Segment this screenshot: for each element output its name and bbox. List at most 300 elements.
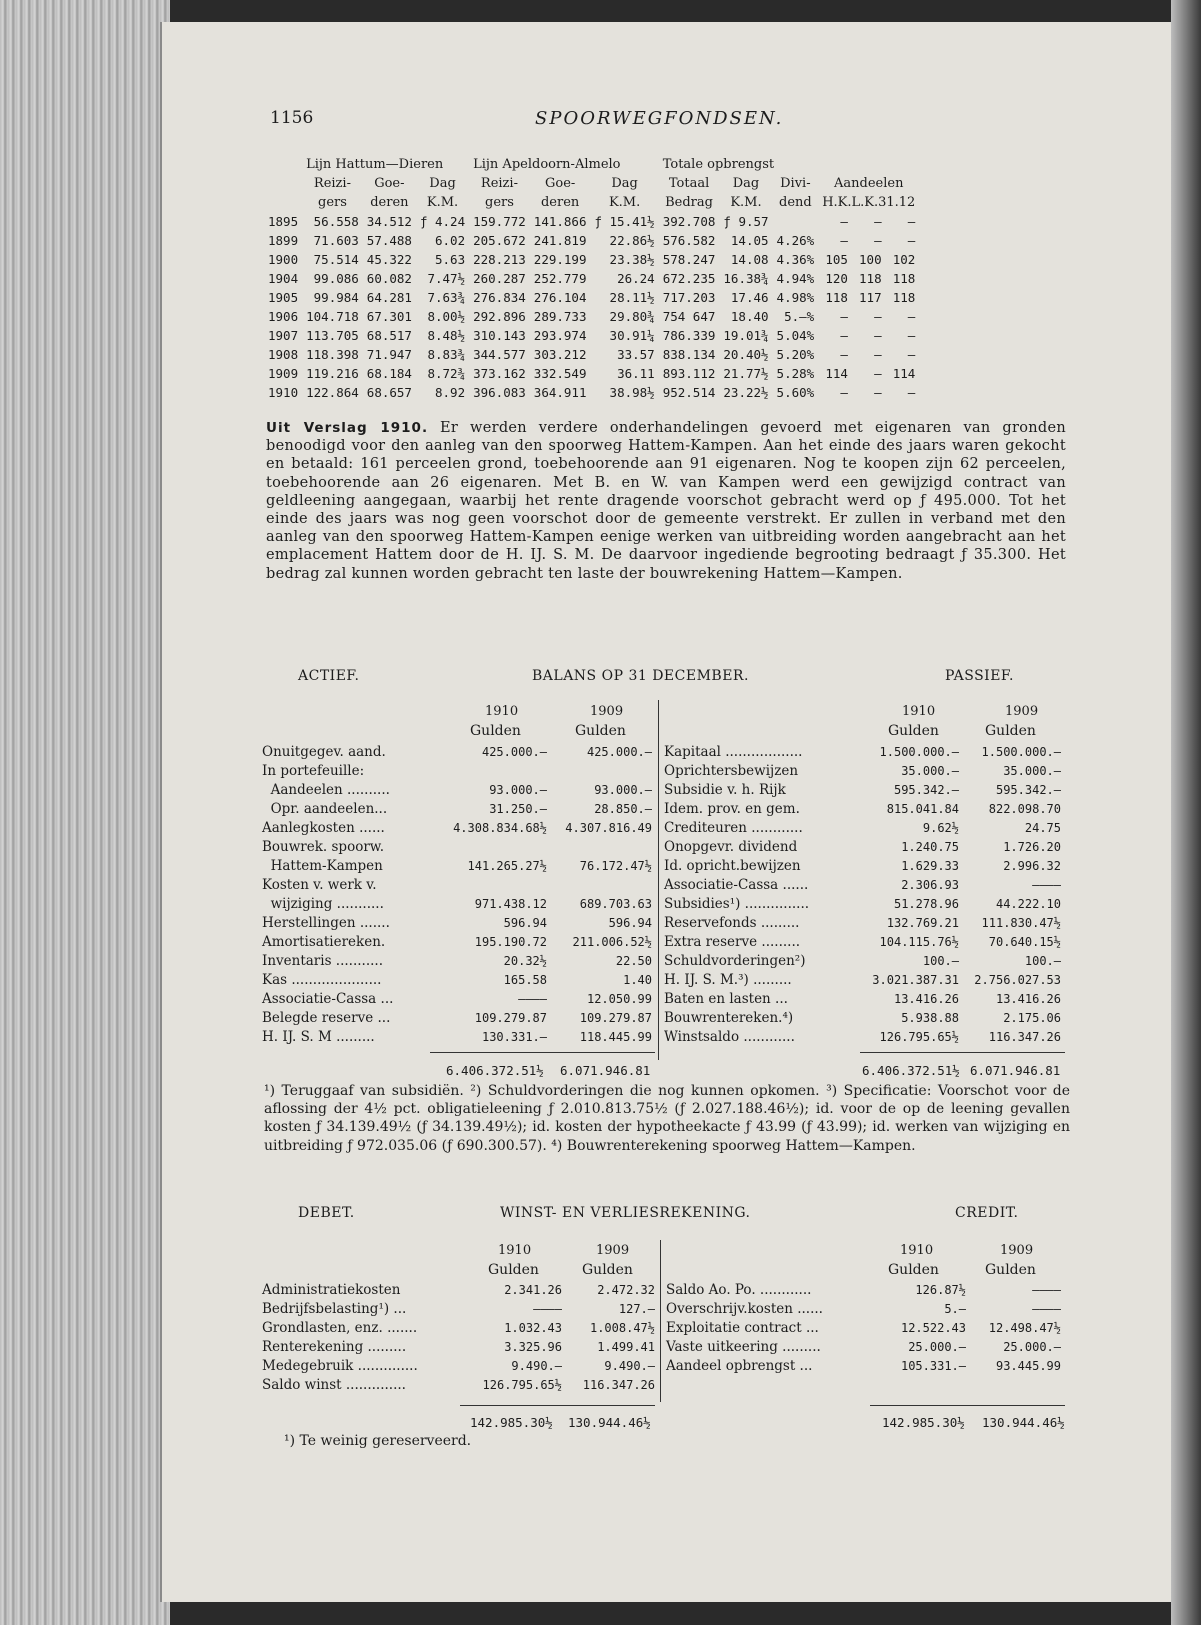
balance-year-header: 1910 <box>485 704 519 719</box>
ledger-amount: 2.472.32 <box>597 1282 655 1297</box>
ledger-label: Schuldvorderingen²) <box>664 952 806 969</box>
ledger-row <box>664 951 1061 970</box>
ledger-label: Hattem-Kampen <box>262 857 383 874</box>
ledger-amount: ———— <box>518 991 547 1006</box>
stats-cell: 56.558 <box>313 214 359 229</box>
stats-cell: 122.864 <box>306 385 359 400</box>
stats-cell: 6.02 <box>435 233 466 248</box>
ledger-row <box>262 799 652 818</box>
stats-cell: 118 <box>892 271 916 286</box>
group-header: Totale opbrengst <box>662 157 775 172</box>
ledger-amount: 100.— <box>1024 953 1061 968</box>
ledger-label: Belegde reserve ... <box>262 1009 391 1026</box>
ledger-amount: 93.445.99 <box>995 1358 1061 1373</box>
stats-cell: — <box>840 328 848 343</box>
stats-cell: 4.94% <box>776 271 815 286</box>
stats-cell: 5.04% <box>776 328 815 343</box>
liabilities-total-1910: 6.406.372.51½ <box>862 1063 960 1078</box>
ledger-row <box>262 989 652 1008</box>
stats-cell: — <box>840 233 848 248</box>
stats-cell: 276.104 <box>533 290 587 305</box>
stats-cell: 100 <box>859 252 882 267</box>
stats-cell: 117 <box>859 290 882 305</box>
stats-cell: 64.281 <box>366 290 412 305</box>
stats-cell: 310.143 <box>473 328 526 343</box>
ledger-row <box>664 818 1061 837</box>
stats-cell: 7.63¾ <box>427 290 466 305</box>
debit-total-1909: 130.944.46½ <box>568 1415 651 1430</box>
column-header: gers <box>485 195 514 210</box>
column-header: Dag <box>429 176 456 191</box>
column-divider <box>658 700 659 1060</box>
ledger-amount <box>447 761 547 780</box>
ledger-amount: 118.445.99 <box>579 1029 652 1044</box>
ledger-label: Oprichtersbewijzen <box>664 762 799 779</box>
ledger-row <box>262 1318 655 1337</box>
ledger-amount: 1.499.41 <box>597 1339 655 1354</box>
total-rule <box>460 1405 655 1406</box>
ledger-amount: 116.347.26 <box>988 1029 1061 1044</box>
ledger-amount: ———— <box>1032 877 1061 892</box>
ledger-amount: 130.331.— <box>481 1029 547 1044</box>
ledger-row <box>262 780 652 799</box>
stats-cell: — <box>907 347 916 362</box>
ledger-label: Subsidie v. h. Rijk <box>664 781 786 798</box>
ledger-amount: 12.522.43 <box>900 1320 966 1335</box>
ledger-amount: 9.490.— <box>604 1358 655 1373</box>
stats-cell: 364.911 <box>533 385 587 400</box>
balance-unit-header: Gulden <box>575 723 626 739</box>
ledger-label: Id. opricht.bewijzen <box>664 857 801 874</box>
balance-year-header: 1909 <box>1005 704 1039 719</box>
pl-unit-header: Gulden <box>985 1262 1036 1278</box>
ledger-amount: 51.278.96 <box>893 896 959 911</box>
ledger-row <box>664 932 1061 951</box>
ledger-amount: 4.307.816.49 <box>565 820 652 835</box>
group-header: Lijn Apeldoorn-Almelo <box>473 157 621 172</box>
ledger-amount: 211.006.52½ <box>572 934 652 949</box>
stats-cell: 396.083 <box>473 385 526 400</box>
ledger-amount: 5.— <box>944 1301 966 1316</box>
column-header: K.M. <box>426 195 459 210</box>
stats-cell: 893.112 <box>662 366 716 381</box>
stats-cell: 38.98½ <box>609 385 655 400</box>
ledger-label: In portefeuille: <box>262 762 365 779</box>
stats-cell: 105 <box>825 252 848 267</box>
assets-table <box>262 742 652 1046</box>
stats-cell: 228.213 <box>473 252 526 267</box>
ledger-amount: ———— <box>1032 1282 1061 1297</box>
ledger-label: Onopgevr. dividend <box>664 838 798 855</box>
ledger-amount: 104.115.76½ <box>879 934 959 949</box>
year-cell: 1895 <box>268 214 299 229</box>
ledger-amount: 1.500.000.— <box>879 744 959 759</box>
column-header: gers <box>318 195 347 210</box>
ledger-label: Herstellingen ....... <box>262 914 390 931</box>
stats-cell: 4.26% <box>776 233 815 248</box>
stats-cell: ƒ 4.24 <box>419 214 466 229</box>
stats-cell: 57.488 <box>366 233 412 248</box>
stats-cell: 293.974 <box>533 328 587 343</box>
ledger-label: Extra reserve ......... <box>664 933 801 950</box>
stats-cell: 119.216 <box>306 366 359 381</box>
ledger-amount: 44.222.10 <box>995 896 1061 911</box>
stats-cell: 33.57 <box>617 347 655 362</box>
ledger-amount: 595.342.— <box>995 782 1061 797</box>
stats-cell: 4.98% <box>776 290 815 305</box>
stats-cell: 113.705 <box>306 328 359 343</box>
ledger-row <box>666 1280 1061 1299</box>
ledger-row <box>664 894 1061 913</box>
ledger-amount: 596.94 <box>608 915 652 930</box>
ledger-label: wijziging ........... <box>262 895 384 912</box>
stats-row <box>268 269 919 288</box>
ledger-amount: 24.75 <box>1024 820 1061 835</box>
ledger-amount: 425.000.— <box>481 744 547 759</box>
stats-cell: 23.38½ <box>609 252 655 267</box>
ledger-row <box>262 818 652 837</box>
stats-cell: 17.46 <box>730 290 769 305</box>
ledger-amount: 35.000.— <box>901 763 959 778</box>
ledger-row <box>262 875 652 894</box>
stats-cell: 260.287 <box>473 271 526 286</box>
ledger-row <box>664 761 1061 780</box>
page-title: SPOORWEGFONDSEN. <box>535 108 784 129</box>
ledger-amount: 1.726.20 <box>1003 839 1061 854</box>
ledger-amount: 2.175.06 <box>1003 1010 1061 1025</box>
stats-cell: 36.11 <box>617 366 655 381</box>
year-cell: 1909 <box>268 366 299 381</box>
ledger-row <box>666 1337 1061 1356</box>
stats-cell: 717.203 <box>662 290 716 305</box>
stats-cell: 786.339 <box>662 328 716 343</box>
stats-cell: 5.—% <box>784 309 815 324</box>
ledger-amount: 20.32½ <box>503 953 547 968</box>
stats-cell: — <box>874 309 882 324</box>
stats-cell: 289.733 <box>533 309 587 324</box>
pl-unit-header: Gulden <box>488 1262 539 1278</box>
ledger-label: Vaste uitkeering ......... <box>666 1338 821 1355</box>
traffic-statistics-table <box>268 155 919 402</box>
ledger-amount: 111.830.47½ <box>981 915 1061 930</box>
ledger-row <box>262 932 652 951</box>
ledger-row <box>262 1299 655 1318</box>
ledger-row <box>666 1356 1061 1375</box>
stats-cell: — <box>907 309 916 324</box>
stats-cell <box>773 212 819 231</box>
ledger-amount: 971.438.12 <box>474 896 547 911</box>
stats-cell: — <box>907 214 916 229</box>
ledger-amount: 116.347.26 <box>582 1377 655 1392</box>
ledger-amount: 2.756.027.53 <box>974 972 1061 987</box>
stats-cell: 16.38¾ <box>723 271 769 286</box>
ledger-amount <box>547 837 652 856</box>
total-rule <box>860 1052 1065 1053</box>
stats-cell: — <box>840 309 848 324</box>
debit-total-1910: 142.985.30½ <box>470 1415 553 1430</box>
column-divider <box>660 1240 661 1402</box>
ledger-label: Subsidies¹) ............... <box>664 895 810 912</box>
ledger-label: Onuitgegev. aand. <box>262 743 386 760</box>
ledger-label: Renterekening ......... <box>262 1338 407 1355</box>
stats-cell: — <box>874 233 882 248</box>
balance-right-title: PASSIEF. <box>945 668 1014 684</box>
stats-row <box>268 383 919 402</box>
stats-cell: 303.212 <box>533 347 587 362</box>
ledger-amount: 35.000.— <box>1003 763 1061 778</box>
balance-footnote: ¹) Teruggaaf van subsidiën. ²) Schuldvorderingen die nog kunnen opkomen. ³) Specificatie: Voorschot voor de aflossing der 4½ pct. obligatieleening ƒ 2.010.813.75½ (ƒ 2.027.188.46½); id. voor de op de leening gevallen kosten ƒ 34.139.49½ (ƒ 34.139.49½); id. kosten der hypotheekacte ƒ 43.99 (ƒ 43.99); id. werken van wijziging en uitbreiding ƒ 972.035.06 (ƒ 690.300.57). ⁴) Bouwrenterekening spoorweg Hattem—Kampen. <box>264 1083 1070 1154</box>
stats-cell: 576.582 <box>662 233 716 248</box>
stats-cell: — <box>840 385 848 400</box>
total-rule <box>870 1405 1065 1406</box>
stats-cell: 952.514 <box>662 385 716 400</box>
ledger-row <box>262 837 652 856</box>
pl-year-header: 1910 <box>900 1243 934 1258</box>
stats-cell: 22.86½ <box>609 233 655 248</box>
ledger-label: Bedrijfsbelasting¹) ... <box>262 1300 407 1317</box>
ledger-label: Kosten v. werk v. <box>262 876 377 893</box>
year-cell: 1904 <box>268 271 299 286</box>
assets-total-1910: 6.406.372.51½ <box>446 1063 544 1078</box>
liabilities-table <box>664 742 1061 1046</box>
ledger-row <box>262 1280 655 1299</box>
ledger-amount: 76.172.47½ <box>579 858 652 873</box>
stats-cell: 71.603 <box>313 233 359 248</box>
ledger-amount <box>447 875 547 894</box>
stats-cell: 141.866 <box>533 214 587 229</box>
stats-cell: 159.772 <box>473 214 526 229</box>
stats-cell: — <box>907 328 916 343</box>
liabilities-total-1909: 6.071.946.81 <box>970 1063 1061 1078</box>
stats-cell: 68.184 <box>366 366 412 381</box>
ledger-label: Crediteuren ............ <box>664 819 803 836</box>
stats-cell: 7.47½ <box>427 271 466 286</box>
report-lead: Uit Verslag 1910. <box>266 420 429 436</box>
ledger-row <box>262 1027 652 1046</box>
ledger-amount: ———— <box>1032 1301 1061 1316</box>
balance-unit-header: Gulden <box>888 723 939 739</box>
column-header: Reizi- <box>480 176 518 191</box>
stats-row <box>268 250 919 269</box>
stats-cell: 19.01¾ <box>723 328 769 343</box>
stats-cell: 276.834 <box>473 290 526 305</box>
stats-cell: 60.082 <box>366 271 412 286</box>
pl-title: WINST- EN VERLIESREKENING. <box>500 1205 751 1221</box>
ledger-amount: 3.325.96 <box>504 1339 562 1354</box>
column-header: Dag <box>611 176 638 191</box>
ledger-label: Reservefonds ......... <box>664 914 800 931</box>
year-cell: 1899 <box>268 233 299 248</box>
ledger-row <box>666 1318 1061 1337</box>
ledger-label: Idem. prov. en gem. <box>664 800 800 817</box>
ledger-label: H. IJ. S. M ......... <box>262 1028 375 1045</box>
ledger-row <box>262 894 652 913</box>
ledger-row <box>664 799 1061 818</box>
ledger-amount: 9.490.— <box>511 1358 562 1373</box>
ledger-label: Amortisatiereken. <box>262 933 386 950</box>
stats-cell: 114 <box>892 366 916 381</box>
stats-cell: 28.11½ <box>609 290 655 305</box>
stats-cell: — <box>840 347 848 362</box>
ledger-label: Bouwrek. spoorw. <box>262 838 385 855</box>
pl-footnote: ¹) Te weinig gereserveerd. <box>284 1433 472 1449</box>
stats-cell: 45.322 <box>366 252 412 267</box>
report-text: Er werden verdere onderhandelingen gevoerd met eigenaren van gronden benoodigd voor den aanleg van den spoorweg Hattem-Kampen. Aan het einde des jaars waren gekocht en betaald: 161 perceelen grond, toebehoorende aan 91 eigenaren. Nog te koopen zijn 62 perceelen, toebehoorende aan 26 eigenaren. Met B. en W. van Kampen werd een gewijzigd contract van geldleening aangegaan, waarbij het rente dragende voorschot gebracht werd op ƒ 495.000. Tot het einde des jaars was nog geen voorschot door de gemeente verstrekt. Er zullen in verband met den aanleg van den spoorweg Hattem-Kampen eenige werken van uitbreiding worden aangebracht aan het emplacement Hattem door de H. IJ. S. M. De daarvoor ingediende begrooting bedraagt ƒ 35.300. Het bedrag zal kunnen worden gebracht ten laste der bouwrekening Hattem—Kampen. <box>266 420 1067 582</box>
balance-year-header: 1910 <box>902 704 936 719</box>
stats-cell: 4.36% <box>776 252 815 267</box>
ledger-row <box>262 1008 652 1027</box>
ledger-amount: 1.500.000.— <box>981 744 1061 759</box>
column-header: deren <box>370 195 409 210</box>
ledger-amount: 141.265.27½ <box>467 858 547 873</box>
pl-unit-header: Gulden <box>888 1262 939 1278</box>
year-cell: 1907 <box>268 328 299 343</box>
ledger-amount: 195.190.72 <box>474 934 547 949</box>
ledger-amount: 425.000.— <box>586 744 652 759</box>
ledger-amount: 822.098.70 <box>988 801 1061 816</box>
stats-cell: 34.512 <box>366 214 412 229</box>
ledger-label: Administratiekosten <box>262 1281 401 1298</box>
report-paragraph <box>266 419 1066 583</box>
page-gutter-shadow <box>1171 0 1201 1625</box>
ledger-amount: 25.000.— <box>908 1339 966 1354</box>
ledger-row <box>262 913 652 932</box>
stats-cell: — <box>840 214 848 229</box>
ledger-amount: 2.341.26 <box>504 1282 562 1297</box>
stats-cell: 241.819 <box>533 233 587 248</box>
ledger-row <box>664 913 1061 932</box>
credit-total-1910: 142.985.30½ <box>882 1415 965 1430</box>
ledger-row <box>664 875 1061 894</box>
column-header: Totaal <box>668 176 710 191</box>
ledger-label: Saldo Ao. Po. ............ <box>666 1281 812 1298</box>
group-header: Lijn Hattum—Dieren <box>306 157 444 172</box>
pl-right-title: CREDIT. <box>955 1205 1019 1221</box>
column-header: Reizi- <box>313 176 351 191</box>
stats-cell: 754 647 <box>662 309 716 324</box>
stats-cell: 8.92 <box>435 385 466 400</box>
stats-cell: 75.514 <box>313 252 359 267</box>
stats-cell: 26.24 <box>617 271 655 286</box>
stats-row <box>268 307 919 326</box>
ledger-amount: 126.87½ <box>915 1282 966 1297</box>
ledger-amount: 1.629.33 <box>901 858 959 873</box>
stats-cell: 99.086 <box>313 271 359 286</box>
ledger-amount: 100.— <box>922 953 959 968</box>
balance-year-header: 1909 <box>590 704 624 719</box>
stats-cell: 672.235 <box>662 271 716 286</box>
credit-table <box>666 1280 1061 1375</box>
ledger-amount: 105.331.— <box>900 1358 966 1373</box>
stats-cell: 5.28% <box>776 366 815 381</box>
ledger-amount: 12.498.47½ <box>988 1320 1061 1335</box>
ledger-amount: 5.938.88 <box>901 1010 959 1025</box>
ledger-amount: 3.021.387.31 <box>872 972 959 987</box>
ledger-amount: 126.795.65½ <box>482 1377 562 1392</box>
ledger-amount: 165.58 <box>503 972 547 987</box>
ledger-row <box>664 989 1061 1008</box>
stats-cell: 373.162 <box>473 366 526 381</box>
ledger-amount: 31.250.— <box>489 801 547 816</box>
ledger-amount: 2.996.32 <box>1003 858 1061 873</box>
ledger-row <box>262 856 652 875</box>
stats-cell: 14.05 <box>730 233 769 248</box>
year-cell: 1905 <box>268 290 299 305</box>
pl-year-header: 1910 <box>498 1243 532 1258</box>
ledger-row <box>664 856 1061 875</box>
ledger-amount: 22.50 <box>615 953 652 968</box>
column-header: Divi- <box>780 176 811 191</box>
stats-cell: 392.708 <box>662 214 716 229</box>
ledger-amount: 109.279.87 <box>579 1010 652 1025</box>
book-page-edges <box>0 0 170 1625</box>
stats-cell: — <box>874 366 882 381</box>
year-cell: 1900 <box>268 252 299 267</box>
stats-cell: 344.577 <box>473 347 526 362</box>
stats-cell: 20.40½ <box>723 347 769 362</box>
ledger-label: Aandeelen .......... <box>262 781 390 798</box>
stats-cell: 578.247 <box>662 252 716 267</box>
stats-row <box>268 345 919 364</box>
stats-cell: 104.718 <box>306 309 359 324</box>
stats-cell: — <box>907 233 916 248</box>
column-header: K.M. <box>730 195 762 210</box>
ledger-amount: 93.000.— <box>594 782 652 797</box>
stats-cell: 118.398 <box>306 347 359 362</box>
ledger-amount: ———— <box>533 1301 562 1316</box>
ledger-label: Opr. aandeelen... <box>262 800 388 817</box>
stats-cell: 14.08 <box>730 252 769 267</box>
stats-cell: 5.63 <box>435 252 466 267</box>
stats-cell: 8.83¾ <box>427 347 466 362</box>
ledger-row <box>262 761 652 780</box>
ledger-row <box>262 1337 655 1356</box>
column-header: Goe- <box>374 176 405 191</box>
debit-table <box>262 1280 655 1394</box>
column-header: Goe- <box>544 176 576 191</box>
stats-cell: — <box>874 214 882 229</box>
ledger-amount: 12.050.99 <box>586 991 652 1006</box>
stats-cell: 118 <box>859 271 882 286</box>
ledger-label: H. IJ. S. M.³) ......... <box>664 971 792 988</box>
ledger-label: Kas ..................... <box>262 971 382 988</box>
stats-cell: 68.517 <box>366 328 412 343</box>
ledger-label: Grondlasten, enz. ....... <box>262 1319 418 1336</box>
ledger-amount: 596.94 <box>503 915 547 930</box>
stats-cell: 8.72¾ <box>427 366 466 381</box>
ledger-row <box>262 1356 655 1375</box>
ledger-label: Associatie-Cassa ... <box>262 990 394 1007</box>
ledger-amount: 1.032.43 <box>504 1320 562 1335</box>
stats-cell: — <box>874 385 882 400</box>
ledger-amount: 13.416.26 <box>893 991 959 1006</box>
ledger-label: Kapitaal .................. <box>664 743 803 760</box>
stats-cell: 5.60% <box>776 385 815 400</box>
ledger-amount: 689.703.63 <box>579 896 652 911</box>
ledger-amount: 9.62½ <box>922 820 959 835</box>
stats-cell: 229.199 <box>533 252 587 267</box>
stats-row <box>268 212 919 231</box>
stats-cell: — <box>907 385 916 400</box>
stats-cell: 29.80¾ <box>609 309 655 324</box>
stats-cell: 21.77½ <box>723 366 769 381</box>
ledger-label: Medegebruik .............. <box>262 1357 418 1374</box>
stats-row <box>268 231 919 250</box>
ledger-amount: 2.306.93 <box>901 877 959 892</box>
ledger-amount: 1.40 <box>623 972 652 987</box>
credit-total-1909: 130.944.46½ <box>982 1415 1065 1430</box>
ledger-amount: 4.308.834.68½ <box>453 820 547 835</box>
